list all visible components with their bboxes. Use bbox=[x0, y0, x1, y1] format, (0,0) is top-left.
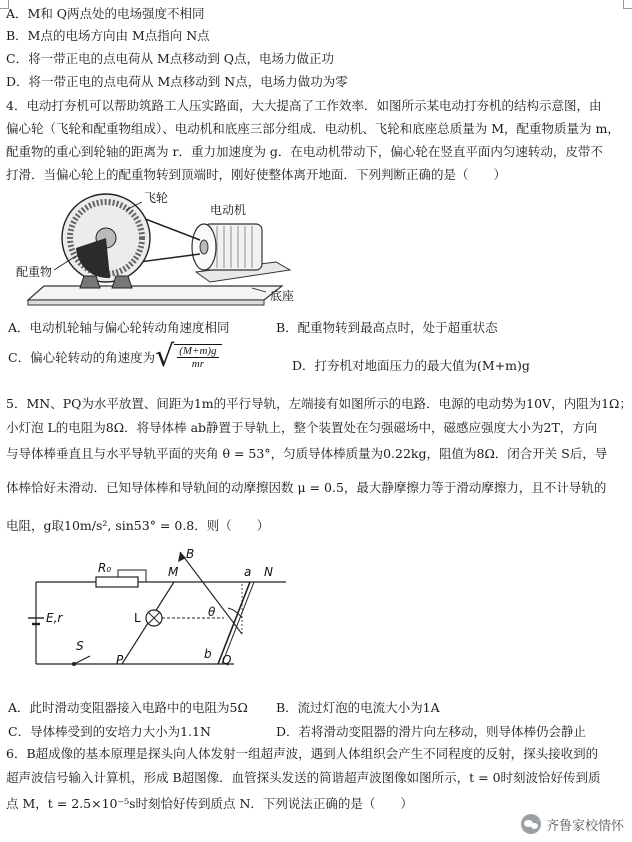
corner-mark-top-right bbox=[623, 0, 632, 9]
q4-stem-line-4: 打滑．当偏心轮上的配重物转到顶端时，刚好使整体离开地面．下列判断正确的是（ ） bbox=[6, 167, 507, 182]
q4-option-b: B．配重物转到最高点时，处于超重状态 bbox=[276, 320, 498, 335]
label-p: P bbox=[116, 653, 124, 667]
q4-option-d: D．打夯机对地面压力的最大值为(M+m)g bbox=[292, 358, 530, 373]
label-m: M bbox=[168, 565, 179, 579]
sqrt-expression bbox=[155, 339, 221, 374]
label-a: a bbox=[244, 565, 252, 579]
wechat-icon bbox=[521, 814, 541, 834]
label-flywheel: 飞轮 bbox=[144, 191, 169, 205]
label-b-end: b bbox=[204, 647, 212, 661]
label-base: 底座 bbox=[270, 289, 295, 303]
q4-stem-line-2: 偏心轮（飞轮和配重物组成）、电动机和底座三部分组成．电动机、飞轮和底座总质量为 M，配重物质量为 m， bbox=[6, 121, 620, 136]
q3-option-a: A．M和 Q两点处的电场强度不相同 bbox=[6, 6, 205, 21]
q3-option-c: C．将一带正电的点电荷从 M点移动到 Q点，电场力做正功 bbox=[6, 51, 335, 66]
q4-option-c bbox=[8, 339, 222, 374]
circuit-figure bbox=[14, 542, 304, 667]
label-er: E,r bbox=[46, 611, 63, 625]
q4-option-a: A．电动机轮轴与偏心轮转动角速度相同 bbox=[8, 320, 230, 335]
q6-stem-line-1: 6．B超成像的基本原理是探头向人体发射一组超声波，遇到人体组织会产生不同程度的反射，探头接收到的 bbox=[6, 746, 599, 761]
q4-stem-line-1: 4．电动打夯机可以帮助筑路工人压实路面，大大提高了工作效率．如图所示某电动打夯机的结构示意图，由 bbox=[6, 98, 602, 113]
label-motor: 电动机 bbox=[210, 203, 247, 217]
label-s: S bbox=[76, 639, 84, 653]
q5-option-c: C．导体棒受到的安培力大小为1.1N bbox=[8, 724, 211, 739]
label-theta: θ bbox=[208, 605, 216, 619]
q5-option-b: B．流过灯泡的电流大小为1A bbox=[276, 700, 440, 715]
fraction bbox=[174, 344, 221, 370]
label-q: Q bbox=[222, 653, 232, 667]
q5-stem-line-1: 5．MN、PQ为水平放置、间距为1m的平行导轨，左端接有如图所示的电路．电源的电动势为10V，内阻为1Ω； bbox=[6, 396, 632, 411]
fraction-denominator: mr bbox=[191, 358, 204, 370]
watermark-text: 齐鲁家校情怀 bbox=[545, 818, 624, 834]
label-b-field: B bbox=[186, 547, 195, 561]
q5-stem-line-4: 体棒恰好未滑动．已知导体棒和导轨间的动摩擦因数 μ = 0.5，最大静摩擦力等于滑动摩擦力，且不计导轨的 bbox=[6, 480, 607, 495]
rammer-figure bbox=[14, 190, 319, 312]
q5-stem-line-5: 电阻，g取10m/s², sin53° = 0.8．则（ ） bbox=[6, 518, 270, 533]
q5-option-d: D．若将滑动变阻器的滑片向左移动，则导体棒仍会静止 bbox=[276, 724, 587, 739]
q5-stem-line-3: 与导体棒垂直且与水平导轨平面的夹角 θ = 53°，匀质导体棒质量为0.22kg，阻值为8Ω．闭合开关 S后，导 bbox=[6, 446, 608, 461]
q4-stem-line-3: 配重物的重心到轮轴的距离为 r．重力加速度为 g．在电动机带动下，偏心轮在竖直平面内匀速转动，皮带不 bbox=[6, 144, 603, 159]
q3-option-d: D．将一带正电的点电荷从 M点移动到 N点，电场力做功为零 bbox=[6, 74, 348, 89]
label-r0: R₀ bbox=[98, 561, 112, 575]
sqrt-icon: √ bbox=[155, 339, 175, 374]
q6-stem-line-2: 超声波信号输入计算机，形成 B超图像．血管探头发送的简谐超声波图像如图所示，t = 0时刻波恰好传到质 bbox=[6, 770, 601, 785]
fraction-numerator: (M+m)g bbox=[179, 345, 217, 357]
q5-stem-line-2: 小灯泡 L的电阻为8Ω．将导体棒 ab静置于导轨上，整个装置处在匀强磁场中，磁感应强度大小为2T，方向 bbox=[6, 420, 598, 435]
label-n: N bbox=[264, 565, 273, 579]
label-l: L bbox=[134, 611, 141, 625]
q3-option-b: B．M点的电场方向由 M点指向 N点 bbox=[6, 28, 210, 43]
q5-option-a: A．此时滑动变阻器接入电路中的电阻为5Ω bbox=[8, 700, 248, 715]
label-weight: 配重物 bbox=[16, 265, 53, 279]
q6-stem-line-3: 点 M，t = 2.5×10⁻⁵s时刻恰好传到质点 N．下列说法正确的是（ ） bbox=[6, 796, 413, 811]
watermark bbox=[521, 814, 624, 834]
q4-option-c-prefix: C．偏心轮转动的角速度为 bbox=[8, 350, 156, 365]
